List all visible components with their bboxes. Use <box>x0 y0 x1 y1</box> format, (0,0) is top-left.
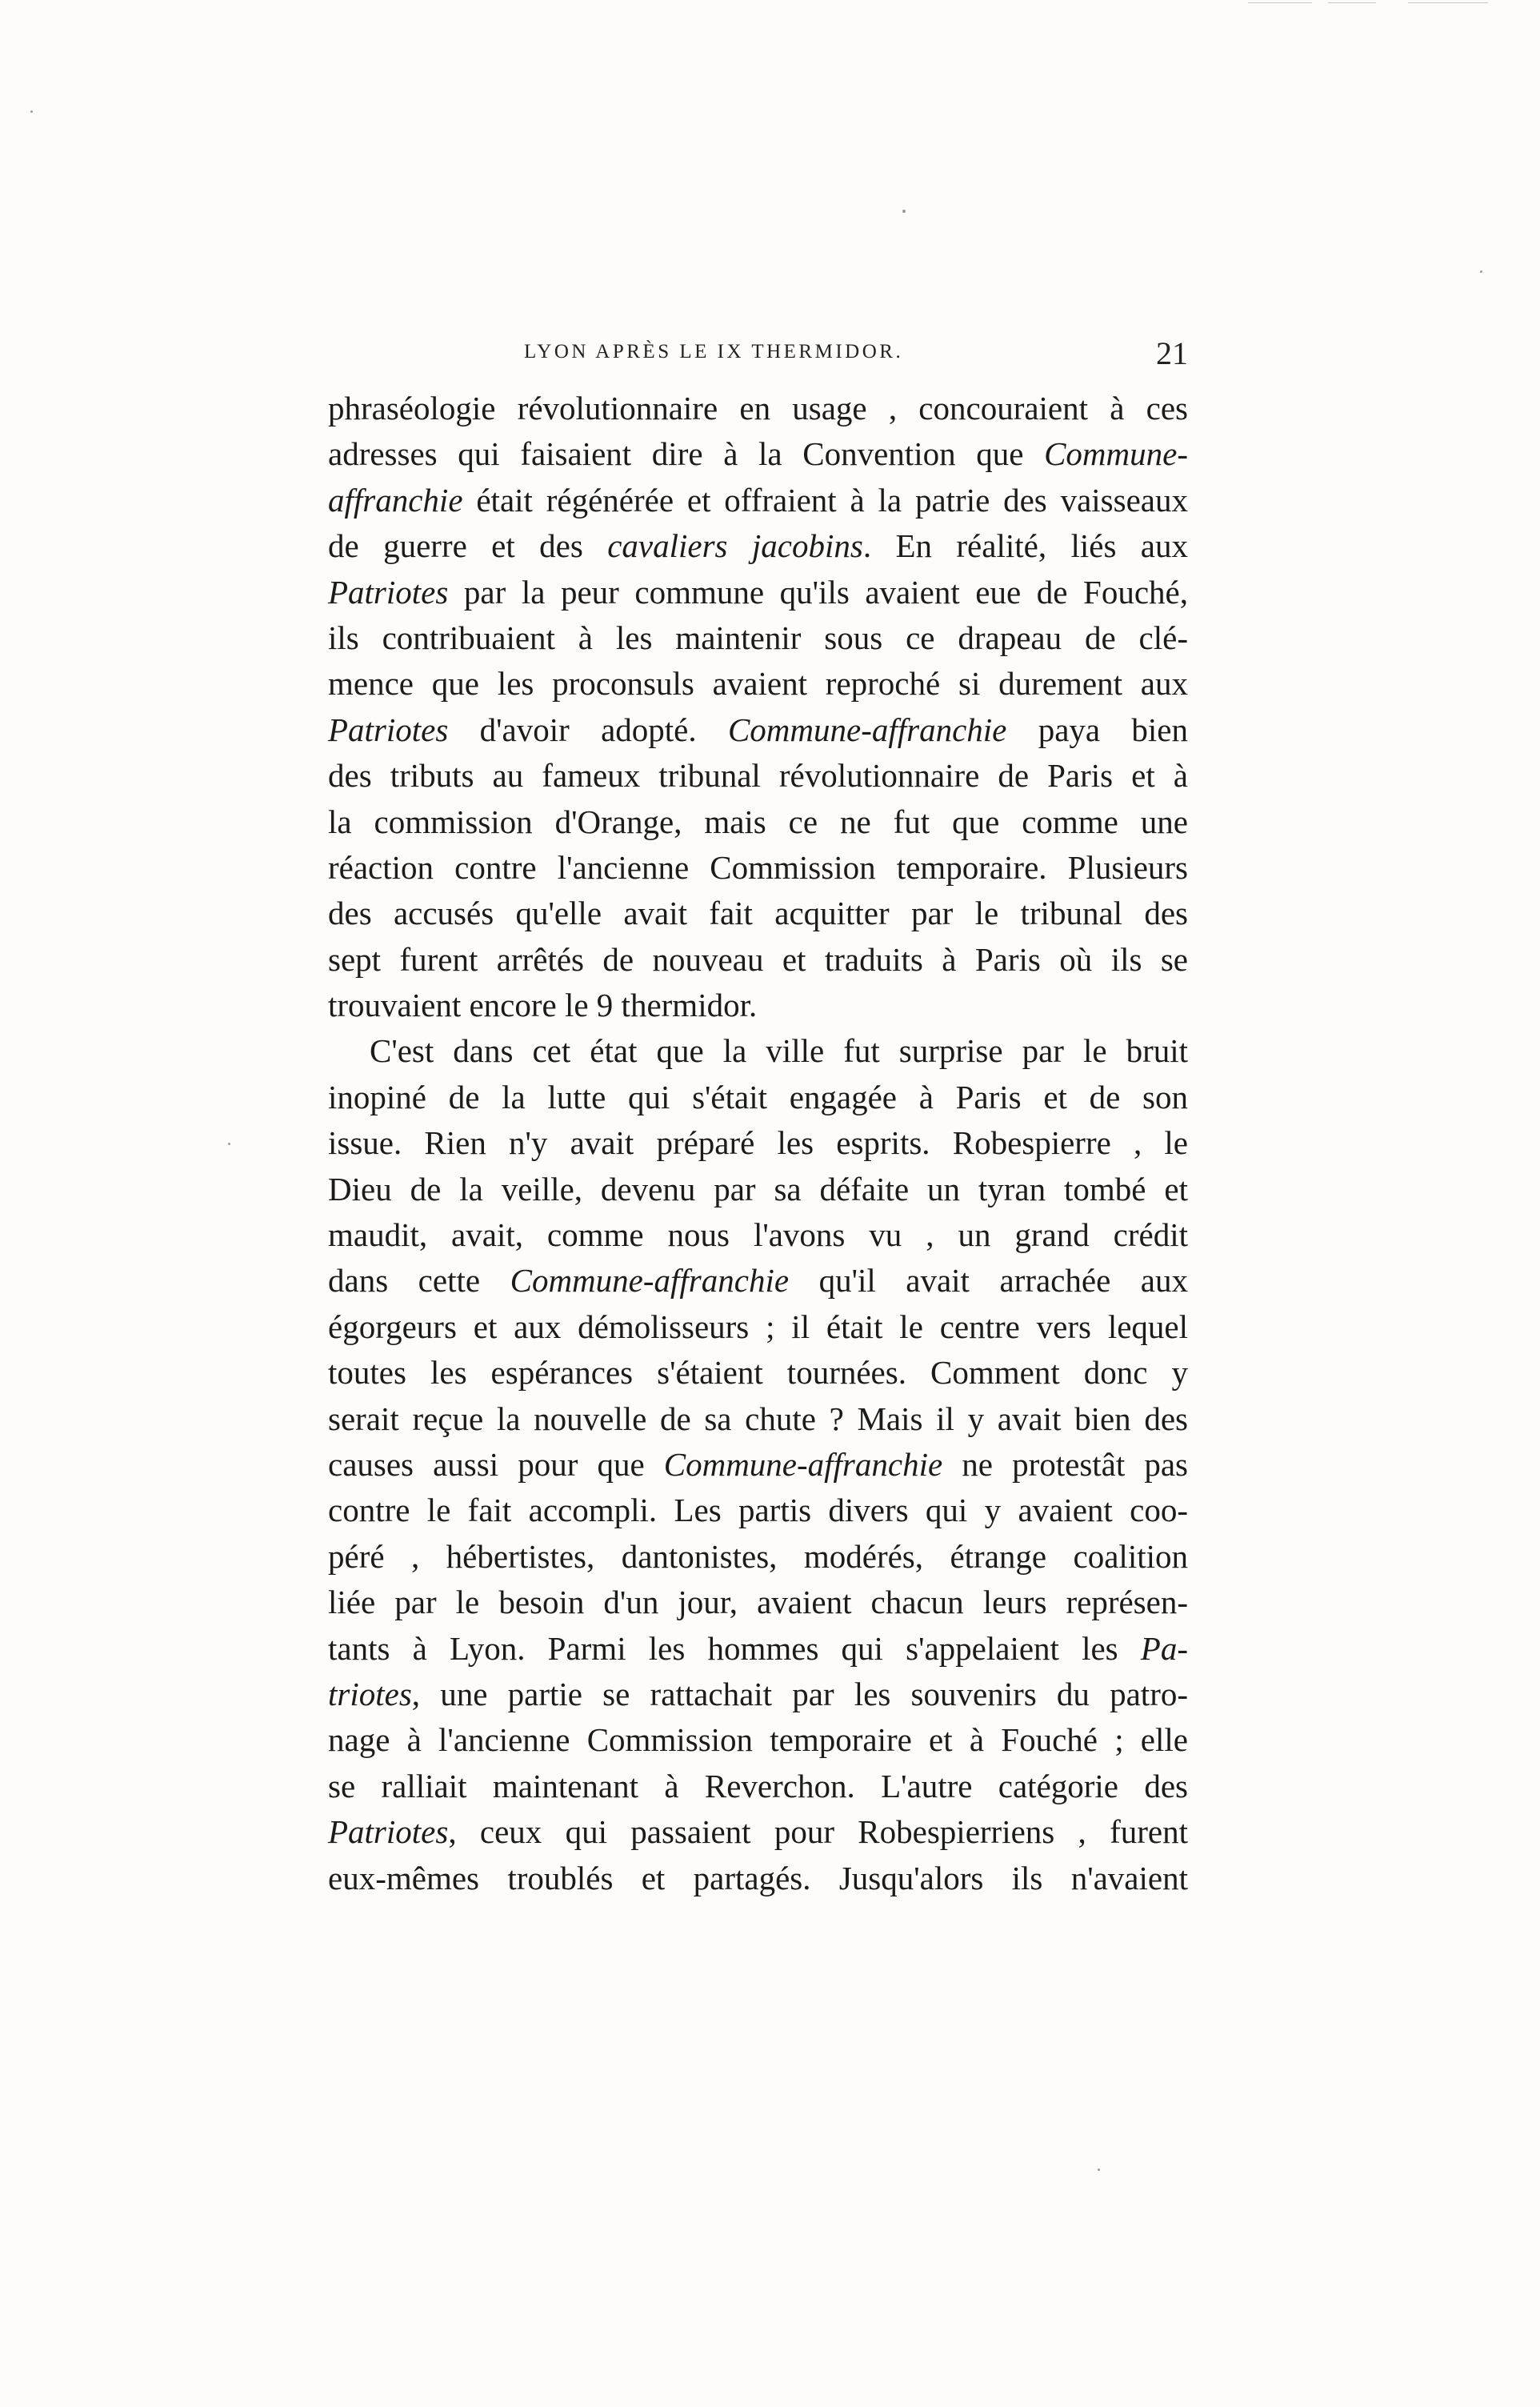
text-line <box>328 1075 1188 1120</box>
text-line <box>328 570 1188 615</box>
text-segment: issue. Rien n'y avait préparé les esprits. Robespierre , le <box>328 1124 1188 1162</box>
text-segment: nage à l'ancienne Commission temporaire et à Fouché ; elle <box>328 1721 1188 1759</box>
text-segment: la commission d'Orange, mais ce ne fut que comme une <box>328 803 1188 840</box>
text-segment: trouvaient encore le 9 thermidor. <box>328 987 758 1024</box>
text-segment: des accusés qu'elle avait fait acquitter par le tribunal des <box>328 895 1188 932</box>
text-segment: sept furent arrêtés de nouveau et traduits à Paris où ils se <box>328 940 1188 978</box>
italic-segment: Patriotes <box>328 573 449 611</box>
text-line <box>328 523 1188 569</box>
italic-segment: triotes <box>328 1675 412 1712</box>
scan-speck <box>1098 2169 1100 2171</box>
text-segment: qu'il avait arrachée aux <box>789 1262 1189 1300</box>
text-line <box>328 845 1188 891</box>
text-line <box>328 707 1188 753</box>
text-line <box>328 1488 1188 1533</box>
text-segment: causes aussi pour que <box>328 1445 664 1483</box>
italic-segment: Commune-affranchie <box>510 1262 790 1300</box>
italic-segment: Patriotes <box>328 1813 449 1851</box>
text-line <box>328 661 1188 707</box>
text-line <box>328 1396 1188 1442</box>
text-segment: par la peur commune qu'ils avaient eue de Fouché, <box>448 573 1188 611</box>
text-segment: réaction contre l'ancienne Commission temporaire. Plusieurs <box>328 848 1188 886</box>
text-line <box>328 1350 1188 1396</box>
text-segment: , ceux qui passaient pour Robespierriens , furent <box>448 1813 1188 1851</box>
italic-segment: Patriotes <box>328 711 449 748</box>
text-segment: phraséologie révolutionnaire en usage , concouraient à ces <box>328 390 1188 427</box>
body-text <box>328 386 1188 1901</box>
text-segment: d'avoir adopté. <box>448 711 728 748</box>
text-line <box>328 1304 1188 1350</box>
text-segment: était régénérée et offraient à la patrie des vaisseaux <box>462 481 1188 519</box>
text-segment: mence que les proconsuls avaient reproché si durement aux <box>328 665 1188 703</box>
text-segment: tants à Lyon. Parmi les hommes qui s'appelaient les <box>328 1629 1141 1667</box>
text-segment: serait reçue la nouvelle de sa chute ? Mais il y avait bien des <box>328 1400 1188 1437</box>
text-line <box>328 799 1188 845</box>
text-segment: eux-mêmes troublés et partagés. Jusqu'alors ils n'avaient <box>328 1859 1188 1896</box>
scan-edge-mark <box>1328 2 1376 3</box>
text-line <box>328 431 1188 477</box>
text-line <box>328 1764 1188 1809</box>
italic-segment: Commune-affranchie <box>663 1445 943 1483</box>
text-segment: ne protestât pas <box>942 1445 1188 1483</box>
scan-edge-mark <box>1408 2 1488 3</box>
text-segment: inopiné de la lutte qui s'était engagée à Paris et de son <box>328 1078 1188 1115</box>
text-segment: liée par le besoin d'un jour, avaient chacun leurs représen- <box>328 1584 1188 1621</box>
text-segment: paya bien <box>1006 711 1188 748</box>
text-segment: , une partie se rattachait par les souvenirs du patro- <box>411 1675 1188 1712</box>
text-line <box>328 983 1188 1028</box>
page-number: 21 <box>1156 335 1188 371</box>
text-line <box>328 1534 1188 1580</box>
text-line <box>328 1258 1188 1304</box>
text-line <box>328 1212 1188 1258</box>
text-segment: égorgeurs et aux démolisseurs ; il était le centre vers lequel <box>328 1308 1188 1345</box>
running-title: LYON APRÈS LE IX THERMIDOR. <box>524 341 904 362</box>
scan-speck <box>1480 270 1482 273</box>
text-line <box>328 478 1188 523</box>
scan-speck <box>30 110 33 113</box>
text-segment: C'est dans cet état que la ville fut surprise par le bruit <box>370 1032 1188 1070</box>
text-segment: Dieu de la veille, devenu par sa défaite un tyran tombé et <box>328 1170 1188 1208</box>
scan-edge-mark <box>1248 2 1312 3</box>
text-segment: toutes les espérances s'étaient tournées. Comment donc y <box>328 1354 1188 1392</box>
text-line <box>328 937 1188 983</box>
text-line <box>328 615 1188 661</box>
text-segment: péré , hébertistes, dantonistes, modérés, étrange coalition <box>328 1537 1188 1575</box>
italic-segment: Pa- <box>1140 1629 1188 1667</box>
text-line <box>328 1167 1188 1212</box>
italic-segment: Commune-affranchie <box>727 711 1007 748</box>
text-segment: des tributs au fameux tribunal révolutionnaire de Paris et à <box>328 757 1188 795</box>
text-line <box>328 1626 1188 1672</box>
text-segment: adresses qui faisaient dire à la Convention que <box>328 435 1045 473</box>
scan-speck <box>228 1143 230 1145</box>
italic-segment: Commune- <box>1044 435 1188 473</box>
scan-speck <box>902 210 906 213</box>
italic-segment: cavaliers jacobins <box>607 527 863 565</box>
text-line <box>328 1028 1188 1074</box>
text-line <box>328 1717 1188 1763</box>
text-segment: se ralliait maintenant à Reverchon. L'autre catégorie des <box>328 1767 1188 1804</box>
text-line <box>328 753 1188 799</box>
text-line <box>328 1856 1188 1901</box>
text-line <box>328 1120 1188 1166</box>
text-line <box>328 1442 1188 1488</box>
text-segment: de guerre et des <box>328 527 608 565</box>
text-segment: . En réalité, liés aux <box>862 527 1188 565</box>
text-line <box>328 1809 1188 1855</box>
italic-segment: affranchie <box>328 481 463 519</box>
text-line <box>328 1580 1188 1625</box>
text-segment: dans cette <box>328 1262 510 1300</box>
text-segment: ils contribuaient à les maintenir sous ce drapeau de clé- <box>328 619 1188 656</box>
text-line <box>328 891 1188 936</box>
text-segment: contre le fait accompli. Les partis divers qui y avaient coo- <box>328 1492 1188 1529</box>
text-line <box>328 1672 1188 1717</box>
running-header <box>328 336 1188 376</box>
text-segment: maudit, avait, comme nous l'avons vu , un grand crédit <box>328 1216 1188 1254</box>
text-line <box>328 386 1188 431</box>
